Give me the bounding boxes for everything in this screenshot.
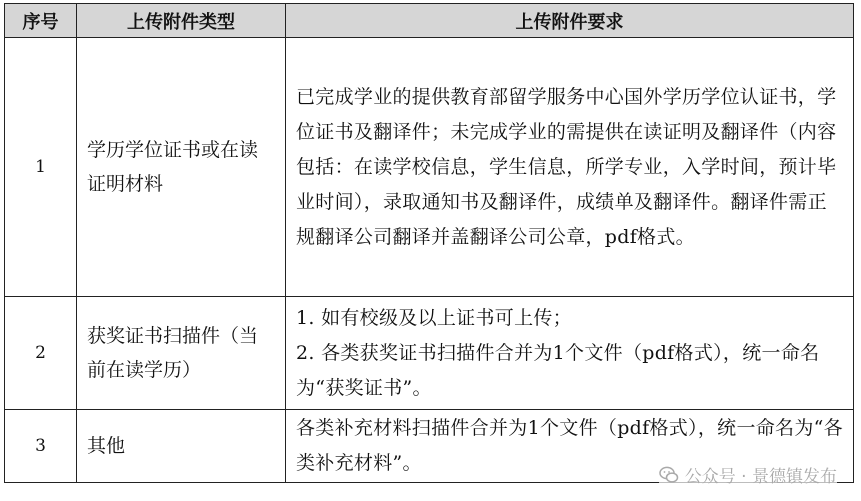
row-number: 1 <box>5 38 77 297</box>
row-number: 3 <box>5 410 77 483</box>
attachment-type: 获奖证书扫描件（当前在读学历） <box>77 297 286 410</box>
table-row <box>5 297 854 410</box>
row-number: 2 <box>5 297 77 410</box>
attachment-type: 其他 <box>77 410 286 483</box>
watermark-text: 公众号 · 景德镇发布 <box>684 467 837 487</box>
table-header-row <box>5 4 854 38</box>
requirement-line: 2. 各类获奖证书扫描件合并为1个文件（pdf格式），统一命名为“获奖证书”。 <box>296 341 820 399</box>
header-requirement: 上传附件要求 <box>286 4 854 38</box>
requirement-line: 1. 如有校级及以上证书可上传； <box>296 306 572 329</box>
header-type: 上传附件类型 <box>77 4 286 38</box>
wechat-icon <box>659 466 679 484</box>
attachment-requirement: 各类补充材料扫描件合并为1个文件（pdf格式），统一命名为“各类补充材料”。 <box>286 410 854 483</box>
header-no: 序号 <box>5 4 77 38</box>
attachment-requirement <box>286 297 854 410</box>
attachment-requirements-table <box>4 3 854 483</box>
attachment-requirement: 已完成学业的提供教育部留学服务中心国外学历学位认证书，学位证书及翻译件；未完成学业的需提供在读证明及翻译件（内容包括：在读学校信息，学生信息，所学专业，入学时间，预计毕业时间），录取通知书及翻译件，成绩单及翻译件。翻译件需正规翻译公司翻译并盖翻译公司公章，pdf格式。 <box>286 38 854 297</box>
watermark <box>659 462 837 487</box>
attachment-type: 学历学位证书或在读证明材料 <box>77 38 286 297</box>
table-row <box>5 38 854 297</box>
